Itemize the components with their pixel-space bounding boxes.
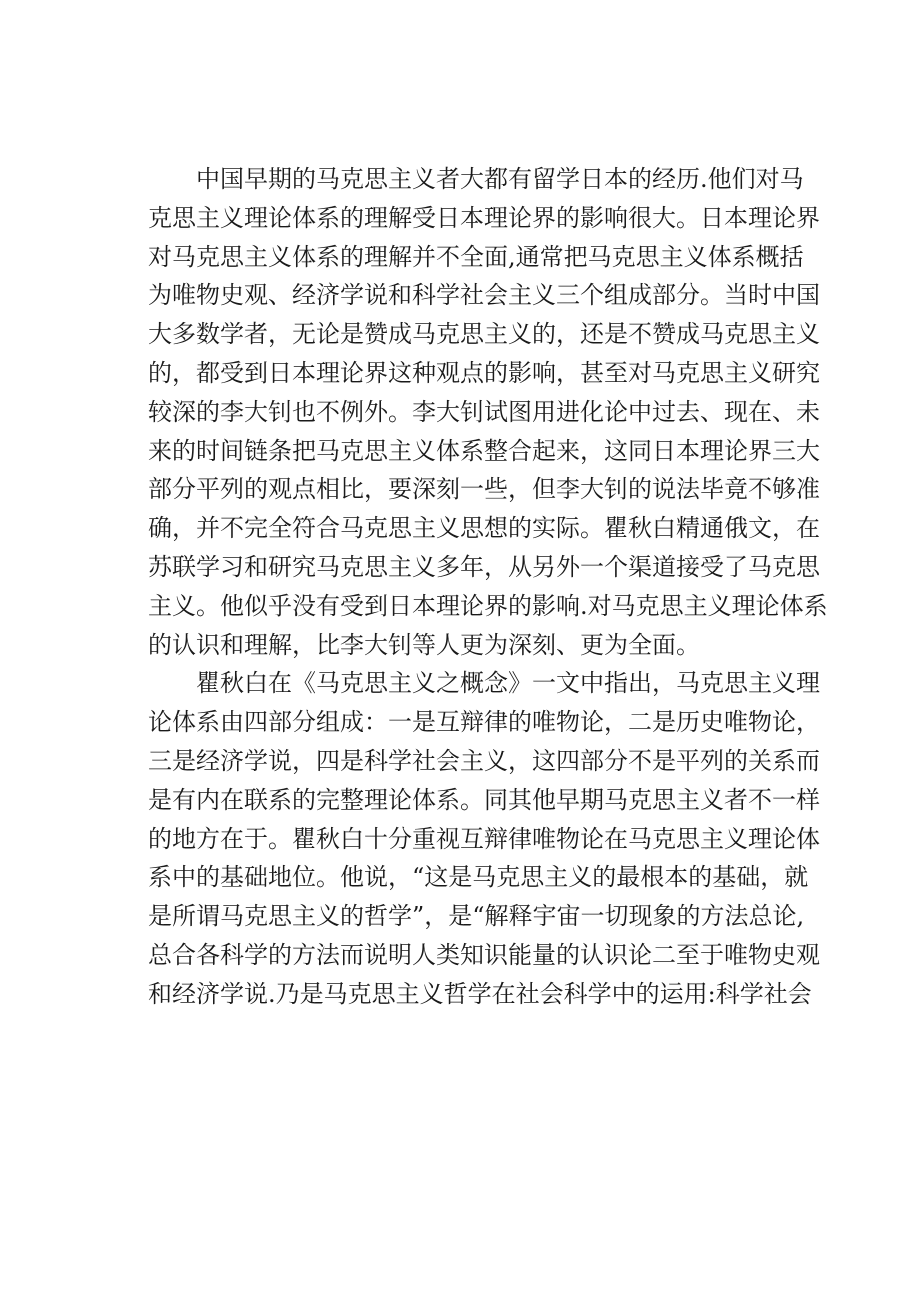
text-line: 大多数学者，无论是赞成马克思主义的，还是不赞成马克思主义 xyxy=(148,320,820,349)
text-line: 确，并不完全符合马克思主义思想的实际。瞿秋白精通俄文，在 xyxy=(148,514,820,543)
text-line: 是所谓马克思主义的哲学”，是“解释宇宙一切现象的方法总论, xyxy=(148,902,805,931)
text-line: 来的时间链条把马克思主义体系整合起来，这同日本理论界三大 xyxy=(148,436,820,465)
text-line: 三是经济学说，四是科学社会主义，这四部分不是平列的关系而 xyxy=(148,746,820,775)
text-line: 论体系由四部分组成：一是互辩律的唯物论，二是历史唯物论， xyxy=(148,708,820,737)
text-line: 是有内在联系的完整理论体系。同其他早期马克思主义者不一样 xyxy=(148,785,820,814)
text-line: 的认识和理解，比李大钊等人更为深刻、更为全面。 xyxy=(148,630,700,659)
text-line: 和经济学说.乃是马克思主义哲学在社会科学中的运用:科学社会 xyxy=(148,979,812,1008)
text-line: 对马克思主义体系的理解并不全面,通常把马克思主义体系概括 xyxy=(148,242,804,271)
paragraph-2 xyxy=(148,664,820,1013)
text-line: 为唯物史观、经济学说和科学社会主义三个组成部分。当时中国 xyxy=(148,281,820,310)
paragraph-1 xyxy=(148,160,828,664)
text-line: 克思主义理论体系的理解受日本理论界的影响很大。日本理论界 xyxy=(148,203,820,232)
text-line: 系中的基础地位。他说，“这是马克思主义的最根本的基础，就 xyxy=(148,863,809,892)
text-line: 中国早期的马克思主义者大都有留学日本的经历.他们对马 xyxy=(196,165,804,193)
body-text xyxy=(148,160,828,1014)
text-line: 较深的李大钊也不例外。李大钊试图用进化论中过去、现在、未 xyxy=(148,397,820,426)
text-line: 苏联学习和研究马克思主义多年，从另外一个渠道接受了马克思 xyxy=(148,552,820,581)
text-line: 主义。他似乎没有受到日本理论界的影响.对马克思主义理论体系 xyxy=(148,591,828,620)
text-line: 瞿秋白在《马克思主义之概念》一文中指出，马克思主义理 xyxy=(196,669,820,698)
text-line: 的，都受到日本理论界这种观点的影响，甚至对马克思主义研究 xyxy=(148,358,820,387)
text-line: 的地方在于。瞿秋白十分重视互辩律唯物论在马克思主义理论体 xyxy=(148,824,820,853)
text-line: 总合各科学的方法而说明人类知识能量的认识论二至于唯物史观 xyxy=(148,940,820,969)
text-line: 部分平列的观点相比，要深刻一些，但李大钊的说法毕竟不够准 xyxy=(148,475,820,504)
